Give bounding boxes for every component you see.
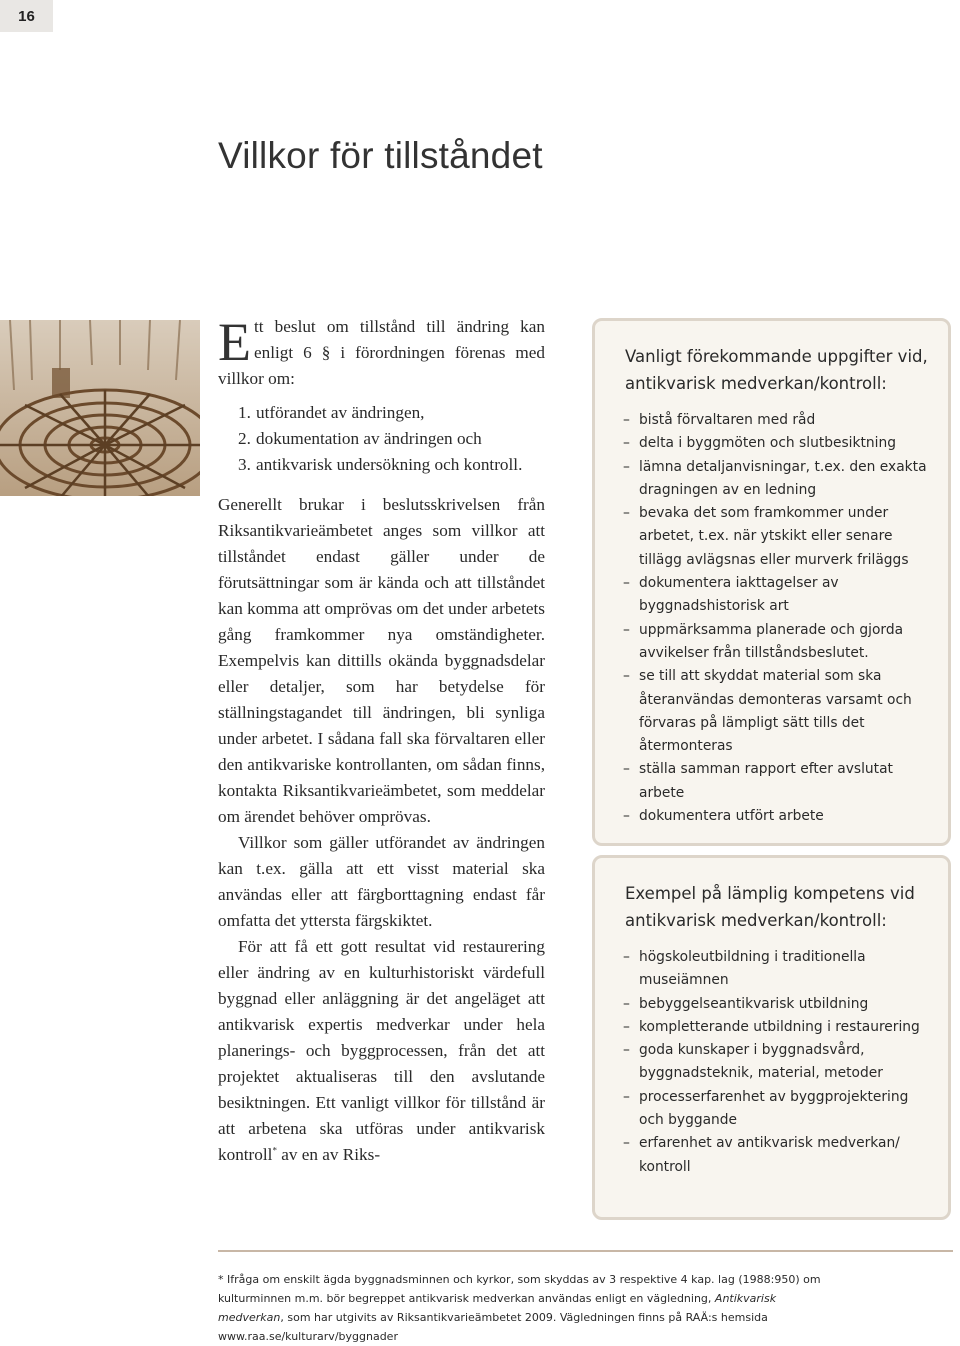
page-title: Villkor för tillståndet	[218, 135, 543, 176]
list-item: – dokumentera iakttagelser av byggnadshistorisk art	[623, 575, 839, 615]
list-item: – dokumentera utfört arbete	[623, 808, 824, 825]
drop-cap: E	[218, 312, 251, 372]
page-number: 16	[0, 0, 53, 32]
tasks-list	[625, 409, 930, 828]
footnote-divider	[218, 1250, 953, 1252]
list-item: 3. antikvarisk undersökning och kontroll.	[238, 455, 523, 474]
footnote: * Ifråga om enskilt ägda byggnadsminnen och kyrkor, som skyddas av 3 respektive 4 kap. lag (1988:950) om kulturminnen m.m. bör begreppet antikvarisk medverkan användas enligt en vägledning, Antikvarisk medverkan, som har utgivits av Riksantikvarieämbetet 2009. Vägledningen finns på RAÄ:s hemsida www.raa.se/kulturarv/byggnader	[218, 1273, 821, 1343]
list-item: – se till att skyddat material som ska återanvändas demonteras varsamt och förvaras på lämpligt sätt tills det återmonteras	[623, 668, 912, 755]
paragraph-general-conditions: Generellt brukar i beslutsskrivelsen från Riksantikvarieämbetet anges som villkor att tillståndet endast gäller under de förutsättningar som är kända och att tillståndet kan komma att omprövas om det under arbetets gång framkommer nya omständigheter. Exempelvis kan dittills okända byggnadsdelar eller detaljer, som har betydelse för ställningstagandet till ändringen, bli synliga under arbetet. I sådana fall ska förvaltaren eller den antikvariske kontrollanten, om sådan finns, kontakta Riksantikvarieämbetet, som meddelar om ärendet behöver omprövas.	[218, 495, 545, 826]
list-item: – delta i byggmöten och slutbesiktning	[623, 435, 896, 452]
footnote-marker: *	[272, 1145, 277, 1156]
list-item: – bistå förvaltaren med råd	[623, 412, 816, 428]
list-item: – goda kunskaper i byggnadsvård, byggnadsteknik, material, metoder	[623, 1042, 883, 1082]
intro-paragraph	[218, 314, 545, 392]
intro-text: tt beslut om tillstånd till ändring kan enligt 6 § i förordningen förenas med villkor om:	[218, 317, 545, 388]
competence-box-heading: Exempel på lämplig kompetens vid antikvarisk medverkan/kontroll:	[625, 884, 915, 930]
body-text-column	[218, 314, 545, 1168]
list-item: – bebyggelseantikvarisk utbildning	[623, 995, 869, 1012]
conditions-list	[218, 400, 545, 478]
list-item: 1. utförandet av ändringen,	[238, 403, 425, 422]
list-item: 2. dokumentation av ändringen och	[238, 429, 482, 448]
tasks-sidebar-box	[592, 318, 951, 846]
tasks-box-heading: Vanligt förekommande uppgifter vid, antikvarisk medverkan/kontroll:	[625, 347, 928, 393]
list-item: – lämna detaljanvisningar, t.ex. den exakta dragningen av en ledning	[623, 458, 927, 498]
competence-list	[625, 946, 930, 1179]
list-item: – erfarenhet av antikvarisk medverkan/ kontroll	[623, 1135, 900, 1175]
spiral-roof-construction-image	[0, 320, 200, 496]
list-item: – kompletterande utbildning i restaurering	[623, 1018, 920, 1035]
paragraph-antiquarian-expertise: För att få ett gott resultat vid restaurering eller ändring av en kulturhistoriskt värdefull byggnad eller anläggning är det angeläget att antikvarisk expertis medverkar under hela planerings- och byggprocessen, från det att projektet aktualiseras till den avslutande besiktningen. Ett vanligt villkor för tillstånd är att arbetena ska utföras under antikvarisk kontroll* av en av Riks-	[218, 937, 545, 1164]
list-item: – ställa samman rapport efter avslutat arbete	[623, 761, 893, 801]
list-item: – processerfarenhet av byggprojektering och byggande	[623, 1088, 909, 1129]
list-item: – högskoleutbildning i traditionella museiämnen	[623, 949, 866, 989]
list-item: – uppmärksamma planerade och gjorda avvikelser från tillståndsbeslutet.	[623, 621, 904, 661]
list-item: – bevaka det som framkommer under arbetet, t.ex. när ytskikt eller senare tillägg avlägsnas eller murverk friläggs	[623, 505, 909, 568]
paragraph-execution-conditions: Villkor som gäller utförandet av ändringen kan t.ex. gälla att ett visst material ska användas eller att färgborttagning endast får omfatta det yttersta färgskiktet.	[218, 833, 545, 930]
footnote-italic-title: Antikvarisk medverkan	[218, 1292, 777, 1324]
competence-sidebar-box	[592, 855, 951, 1220]
